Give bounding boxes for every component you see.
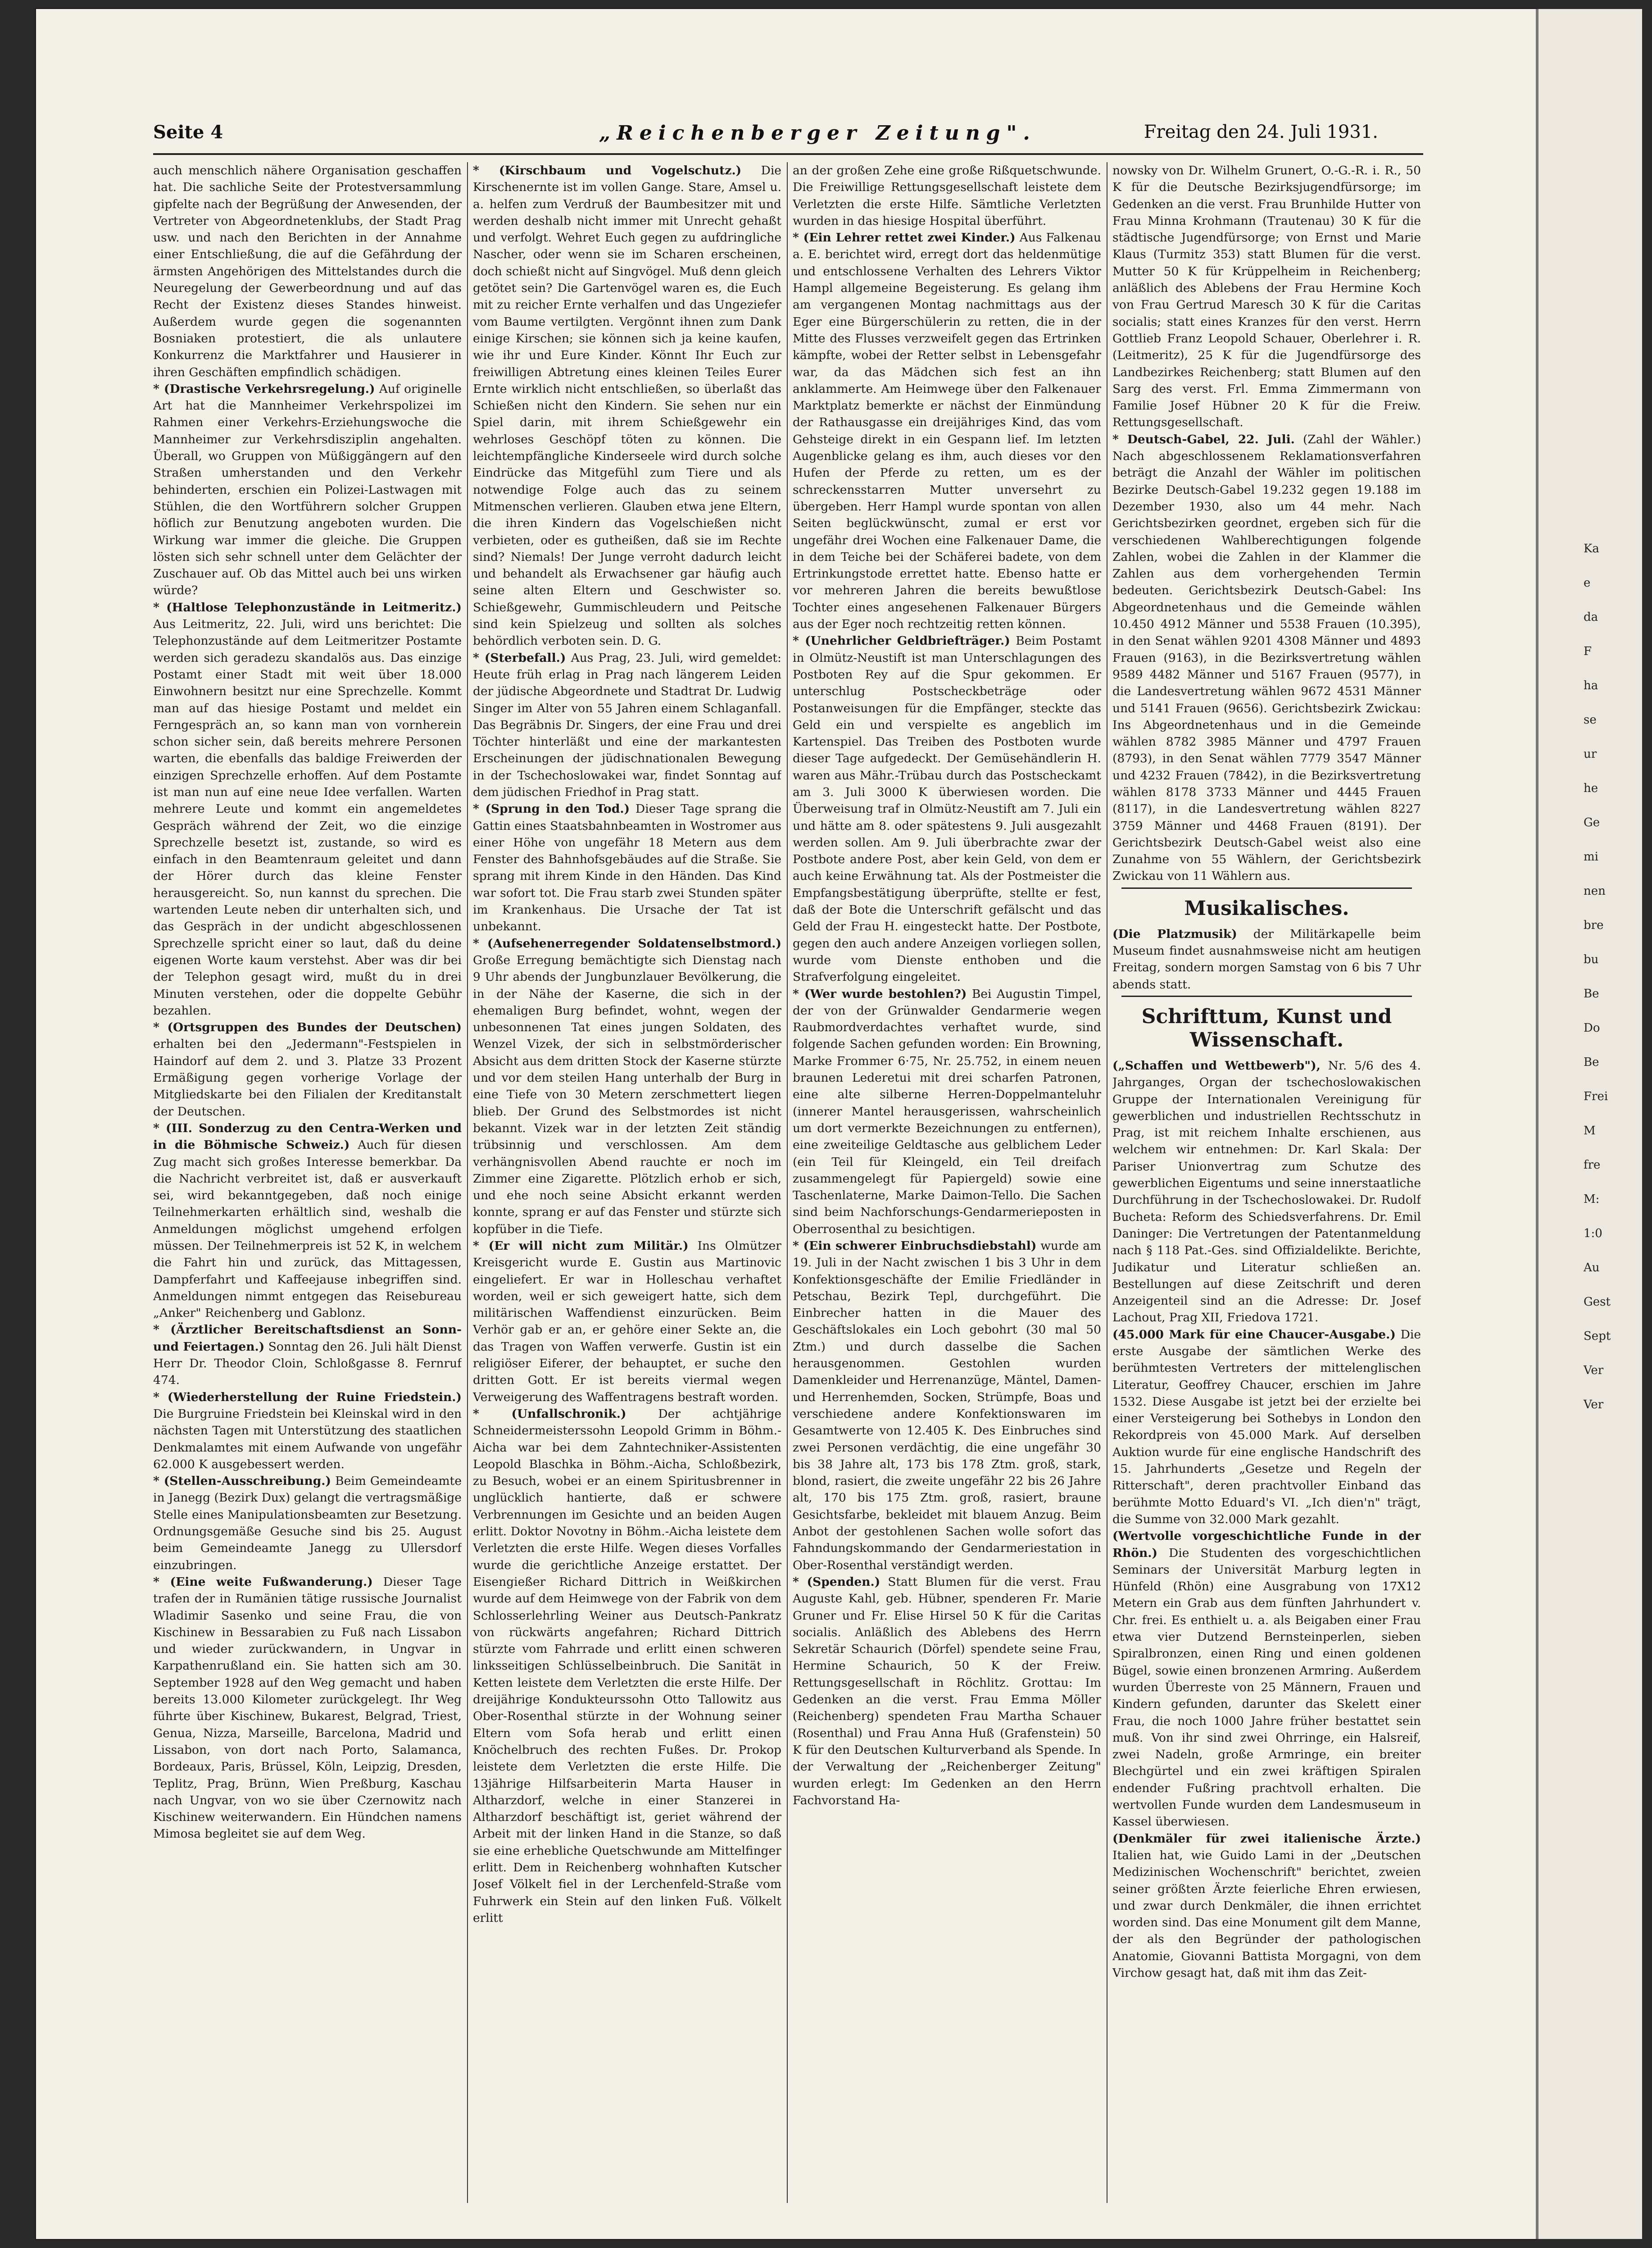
article-paragraph: [1112, 1830, 1421, 1982]
article-paragraph: [473, 935, 781, 1238]
article-paragraph: [153, 1120, 462, 1322]
article-lead: * (III. Sonderzug zu den Centra-Werken und in die Böhmische Schweiz.): [153, 1121, 462, 1152]
article-paragraph: [473, 801, 781, 935]
article-lead: * (Stellen-Ausschreibung.): [153, 1474, 331, 1488]
header-rule: [153, 153, 1423, 155]
article-paragraph: [153, 381, 462, 599]
article-lead: * (Sterbefall.): [473, 651, 566, 665]
edge-text-fragment: he: [1584, 782, 1598, 795]
article-text: Aus Falkenau a. E. berichtet wird, erregt dort das heldenmütige und entschlossene Verhalten des Lehrers Viktor Hampl allgemeine Begeisterung. Es gelang ihm am vergangenen Montag nachmittags aus der Eger eine Bürgerschülerin zu retten, die in der Mitte des Flusses verzweifelt gegen das Ertrinken kämpfte, wobei der Retter selbst in Lebensgefahr war, da das Mädchen sich fest an ihn anklammerte. Am Heimwege über den Falkenauer Marktplatz bemerkte er nächst der Einmündung der Rathausgasse ein dreijähriges Kind, das vom Gehsteige direkt in ein Gespann lief. Im letzten Augenblicke gelang es ihm, auch dieses vor den Hufen der Pferde zu retten, um es der schreckensstarren Mutter unversehrt zu übergeben. Herr Hampl wurde spontan von allen Seiten beglückwünscht, zumal er erst vor ungefähr drei Wochen eine Falkenauer Dame, die in dem Teiche bei der Schäferei badete, von dem Ertrinkungstode errettet hatte. Ebenso hatte er vor mehreren Jahren die bereits bewußtlose Tochter eines angesehenen Falkenauer Bürgers aus der Eger noch rechtzeitig retten können.: [793, 231, 1101, 632]
column-2: [473, 162, 781, 2203]
column-3: [793, 162, 1101, 2203]
article-paragraph: [1112, 431, 1421, 885]
article-lead: (Denkmäler für zwei italienische Ärzte.): [1112, 1831, 1421, 1846]
section-rule: [1121, 996, 1412, 997]
article-lead: * (Unehrlicher Geldbriefträger.): [793, 634, 1010, 648]
article-text: Die Burgruine Friedstein bei Kleinskal wird in den nächsten Tagen mit Unterstützung des staatlichen Denkmalamtes mit einem Aufwande von ungefähr 62.000 K ausgebessert werden.: [153, 1406, 462, 1471]
article-paragraph: [473, 1406, 781, 1926]
article-paragraph: [1112, 1326, 1421, 1528]
article-lead: (Wertvolle vorgeschichtliche Funde in der Rhön.): [1112, 1529, 1421, 1560]
edge-text-fragment: Be: [1584, 1056, 1599, 1069]
article-text: Große Erregung bemächtigte sich Dienstag nach 9 Uhr abends der Jungbunzlauer Bevölkerung, die in der Nähe der Kaserne, die sich in der ehemaligen Burg befindet, wohnt, wegen der unbesonnenen Tat eines jungen Soldaten, des Wenzel Vizek, der sich in selbstmörderischer Absicht aus dem dritten Stock der Kaserne stürzte und vor dem steilen Hang unterhalb der Burg in eine Tiefe von 30 Metern zerschmettert liegen blieb. Der Grund des Selbstmordes ist nicht bekannt. Vizek war in der letzten Zeit ständig trübsinnig und verschlossen. Am dem verhängnisvollen Abend rauchte er noch im Zimmer eine Zigarette. Plötzlich erhob er sich, und ehe noch seine Absicht erkannt werden konnte, sprang er auf das Fenster und stürzte sich kopfüber in die Tiefe.: [473, 953, 781, 1236]
edge-text-fragment: ha: [1584, 679, 1598, 692]
newspaper-page: [36, 9, 1536, 2239]
article-paragraph: [153, 1389, 462, 1473]
article-lead: * (Drastische Verkehrsregelung.): [153, 382, 375, 396]
article-lead: (Die Platzmusik): [1112, 927, 1237, 941]
article-paragraph: [793, 986, 1101, 1238]
article-text: Die Kirschenernte ist im vollen Gange. Stare, Amsel u. a. helfen zum Verdruß der Baumbesitzer mit und werden deshalb nicht immer mit Unrecht gehaßt und verfolgt. Wehret Euch gegen zu aufdringliche Nascher, oder wenn sie im Scharen erscheinen, doch schießt nicht auf Singvögel. Muß denn gleich getötet sein? Die Gartenvögel waren es, die Euch mit zu reicher Ernte verhalfen und das Ungeziefer vom Baume vertilgten. Vergönnt ihnen zum Dank einige Kirschen; sie können sich ja keine kaufen, wie ihr und Eure Kinder. Könnt Ihr Euch zur freiwilligen Abtretung eines kleinen Teiles Eurer Ernte wirklich nicht entschließen, so überlaßt das Schießen nicht den Kindern. Sie sehen nur ein Spiel darin, mit ihrem Schießgewehr ein wehrloses Geschöpf töten zu können. Die leichtempfängliche Kinderseele wird durch solche Eindrücke das Mitgefühl zum Tiere und als notwendige Folge auch das zu seinem Mitmenschen verlieren. Glauben etwa jene Eltern, die ihren Kindern das Vogelschießen nicht verbieten, oder es gutheißen, daß sie im Rechte sind? Niemals! Der Junge verroht dadurch leicht und behandelt als Erwachsener gar häufig auch seine alten Eltern und Geschwister so. Schießgewehr, Gummischleudern und Peitsche sind kein Spielzeug und sollten als solches behördlich verboten sein. D. G.: [473, 164, 781, 648]
article-text: Ins Olmützer Kreisgericht wurde E. Gustin aus Martinovic eingeliefert. Er war in Holleschau verhaftet worden, weil er sich geweigert hatte, sich dem militärischen Waffendienst einzurücken. Beim Verhör gab er an, er gehöre einer Sekte an, die das Tragen von Waffen verwerfe. Gustin ist ein religiöser Eiferer, der behauptet, er suche den dritten Gott. Er ist bereits viermal wegen Verweigerung des Waffentragens bestraft worden.: [473, 1239, 781, 1404]
article-text: Nr. 5/6 des 4. Jahrganges, Organ der tschechoslowakischen Gruppe der Internationalen Vereinigung für gewerblichen und industriellen Rechtsschutz in Prag, ist mit reichem Inhalte erschienen, aus welchem wir entnehmen: Dr. Karl Skala: Der Pariser Unionvertrag zum Schutze des gewerblichen Eigentums und seine innerstaatliche Durchführung in der Tschechoslowakei. Dr. Rudolf Bucheta: Reform des Schiedsverfahrens. Dr. Emil Daninger: Die Vertretungen der Patentanmeldung nach § 118 Pat.-Ges. sind Offizialdelikte. Berichte, Judikatur und Literatur schließen an. Bestellungen auf diese Zeitschrift und deren Anzeigenteil sind an die Adresse: Dr. Josef Lachout, Prag XII, Friedova 1721.: [1112, 1058, 1421, 1325]
edge-text-fragment: Gest: [1584, 1295, 1611, 1309]
edge-text-fragment: nen: [1584, 884, 1606, 898]
article-text: wurde am 19. Juli in der Nacht zwischen 1 bis 3 Uhr in dem Konfektionsgeschäfte der Emilie Friedländer in Petschau, Bezirk Tepl, durchgeführt. Die Einbrecher hatten in die Mauer des Geschäftslokales ein Loch gebohrt (30 mal 50 Ztm.) und durch dasselbe die Sachen herausgenommen. Gestohlen wurden Damenkleider und Herrenanzüge, Mäntel, Damen- und Herrenhemden, Socken, Strümpfe, Boas und verschiedene andere Konfektionswaren im Gesamtwerte von 12.405 K. Des Einbruches sind zwei Personen verdächtig, die eine ungefähr 30 bis 38 Jahre alt, 173 bis 178 Ztm. groß, stark, blond, rasiert, die zweite ungefähr 22 bis 26 Jahre alt, 170 bis 175 Ztm. groß, rasiert, braune Gesichtsfarbe, bekleidet mit blauem Anzug. Beim Anbot der gestohlenen Sachen wolle sofort das Fahndungskommando der Gendarmeriestation in Ober-Rosenthal verständigt werden.: [793, 1239, 1101, 1572]
article-text: Die Studenten des vorgeschichtlichen Seminars der Universität Marburg legten in Hünfeld (Rhön) eine Ausgrabung von 17X12 Metern ein Grab aus dem fünften Jahrhundert v. Chr. frei. Es enthielt u. a. als Beigaben einer Frau etwa vier Dutzend Bernsteinperlen, sieben Spiralbronzen, einen Ring und einen goldenen Bügel, sowie einen bronzenen Armring. Außerdem wurden Überreste von 25 Männern, Frauen und Kindern gefunden, darunter das Skelett einer Frau, die noch 1000 Jahre früher bestattet sein muß. Von ihr sind zwei Ohrringe, ein Halsreif, zwei Nadeln, große Armringe, ein breiter Blechgürtel und ein zwei kräftigen Spiralen endender Fußring prachtvoll erhalten. Die wertvollen Funde wurden dem Landesmuseum in Kassel überwiesen.: [1112, 1546, 1421, 1829]
issue-date: Freitag den 24. Juli 1931.: [1144, 122, 1378, 142]
edge-text-fragment: mi: [1584, 850, 1598, 864]
article-lead: (45.000 Mark für eine Chaucer-Ausgabe.): [1112, 1327, 1396, 1342]
article-paragraph: [153, 599, 462, 1019]
column-divider: [467, 162, 468, 2203]
edge-text-fragment: Ka: [1584, 542, 1599, 555]
article-paragraph: [793, 1238, 1101, 1574]
article-text: Statt Blumen für die verst. Frau Auguste Kahl, geb. Hübner, spenderen Fr. Marie Gruner und Fr. Elise Hirsel 50 K für die Caritas socialis. Anläßlich des Ablebens des Herrn Sekretär Schaurich (Dörfel) spendete seine Frau, Hermine Schaurich, 50 K der Freiw. Rettungsgesellschaft in Röchlitz. Grottau: Im Gedenken an die verst. Frau Emma Möller (Reichenberg) spendeten Frau Martha Schauer (Rosenthal) und Frau Anna Huß (Grafenstein) 50 K für den Deutschen Kulturverband als Spende. In der Verwaltung der „Reichenberger Zeitung" wurden erlegt: Im Gedenken an den Herrn Fachvorstand Ha-: [793, 1575, 1101, 1807]
article-text: Aus Prag, 23. Juli, wird gemeldet: Heute früh erlag in Prag nach längerem Leiden der jüdische Abgeordnete und Stadtrat Dr. Ludwig Singer im Alter von 55 Jahren einem Schlaganfall. Das Begräbnis Dr. Singers, der eine Frau und drei Töchter hinterläßt und eine der markantesten Erscheinungen der jüdischnationalen Bewegung in der Tschechoslowakei war, findet Sonntag auf dem jüdischen Friedhof in Prag statt.: [473, 651, 781, 799]
article-paragraph: [793, 633, 1101, 985]
article-lead: * (Ortsgruppen des Bundes der Deutschen): [153, 1020, 462, 1035]
edge-text-fragment: Au: [1584, 1261, 1600, 1274]
article-paragraph: [473, 162, 781, 650]
article-lead: * Deutsch-Gabel, 22. Juli.: [1112, 432, 1295, 446]
section-heading: Schrifttum, Kunst und Wissenschaft.: [1141, 1005, 1392, 1051]
section-heading: Musikalisches.: [1184, 896, 1349, 920]
edge-text-fragment: M:: [1584, 1192, 1600, 1206]
article-paragraph: [1112, 926, 1421, 993]
article-lead: * (Aufsehenerregender Soldatenselbstmord.): [473, 936, 781, 951]
edge-text-fragment: ur: [1584, 747, 1597, 761]
article-text: Dieser Tage sprang die Gattin eines Staatsbahnbeamten in Wostromer aus einer Höhe von ungefähr 18 Metern aus dem Fenster des Bahnhofsgebäudes auf die Straße. Sie sprang mit ihrem Kinde in den Händen. Das Kind war sofort tot. Die Frau starb zwei Stunden später im Krankenhaus. Die Ursache der Tat ist unbekannt.: [473, 802, 781, 934]
edge-text-fragment: bu: [1584, 953, 1599, 966]
column-4: [1112, 162, 1421, 2203]
article-text: nowsky von Dr. Wilhelm Grunert, O.-G.-R. i. R., 50 K für die Deutsche Bezirksjugendfürsorge; im Gedenken an die verst. Frau Brunhilde Hutter von Frau Minna Krohmann (Trautenau) 30 K für die städtische Jugendfürsorge; von Ernst und Marie Klaus (Turmitz 353) statt Blumen für die verst. Mutter 50 K für Krüppelheim in Reichenberg; anläßlich des Ablebens der Frau Hermine Koch von Frau Gertrud Maresch 30 K für die Caritas socialis; statt eines Kranzes für den verst. Herrn Gottlieb Franz Leopold Schauer, Oberlehrer i. R. (Leitmeritz), 25 K für die Jugendfürsorge des Landbezirkes Reichenberg; statt Blumen auf den Sarg des verst. Frl. Emma Zimmermann von Familie Josef Hübner 20 K für die Freiw. Rettungsgesellschaft.: [1112, 164, 1421, 430]
article-lead: * (Er will nicht zum Militär.): [473, 1239, 689, 1253]
article-paragraph: [153, 1321, 462, 1388]
article-lead: * (Ein Lehrer rettet zwei Kinder.): [793, 231, 1016, 245]
edge-text-fragment: e: [1584, 576, 1591, 590]
page-header: [36, 122, 1536, 158]
article-lead: * (Kirschbaum und Vogelschutz.): [473, 164, 742, 177]
article-paragraph: [793, 229, 1101, 633]
edge-text-fragment: Frei: [1584, 1090, 1608, 1103]
edge-text-fragment: da: [1584, 610, 1598, 624]
article-paragraph: [153, 162, 462, 381]
edge-text-fragment: Ver: [1584, 1364, 1604, 1377]
article-text: Sonntag den 26. Juli hält Dienst Herr Dr. Theodor Cloin, Schloßgasse 8. Fernruf 474.: [153, 1339, 462, 1388]
column-divider: [787, 162, 788, 2203]
article-lead: * (Ärztlicher Bereitschaftsdienst an Sonn- und Feiertagen.): [153, 1323, 462, 1354]
article-lead: * (Spenden.): [793, 1575, 880, 1589]
article-text: Der achtjährige Schneidermeisterssohn Leopold Grimm in Böhm.-Aicha war bei dem Zahntechniker-Assistenten Leopold Blaschka in Böhm.-Aicha, Schloßbezirk, zu Besuch, wobei er an einem Spiritusbrenner in unglücklich hantierte, daß er schwere Verbrennungen im Gesichte und an beiden Augen erlitt. Doktor Novotny in Böhm.-Aicha leistete dem Verletzten die erste Hilfe. Wegen dieses Vorfalles wurde die gerichtliche Anzeige erstattet. Der Eisengießer Richard Dittrich in Weißkirchen wurde auf dem Heimwege von der Fabrik von dem Schlosserlehrling Weiner aus Deutsch-Pankratz von rückwärts angefahren; Richard Dittrich stürzte vom Fahrrade und erlitt einen schweren linksseitigen Schlüsselbeinbruch. Die Sanität in Ketten leistete dem Verletzten die erste Hilfe. Der dreijährige Kondukteurssohn Otto Tallowitz aus Ober-Rosenthal stürzte in der Wohnung seiner Eltern vom Sofa herab und erlitt einen Knöchelbruch des rechten Fußes. Dr. Prokop leistete dem Verletzten die erste Hilfe. Die 13jährige Hilfsarbeiterin Marta Hauser in Altharzdorf, welche in einer Stanzerei in Altharzdorf beschäftigt ist, geriet während der Arbeit mit der linken Hand in die Stanze, so daß sie eine erhebliche Quetschwunde am Mittelfinger erlitt. Dem in Reichenberg wohnhaften Kutscher Josef Völkelt fiel in der Lerchenfeld-Straße vom Fuhrwerk ein Stein auf den linken Fuß. Völkelt erlitt: [473, 1406, 781, 1925]
article-lead: („Schaffen und Wettbewerb"),: [1112, 1058, 1321, 1073]
article-paragraph: [473, 1238, 781, 1406]
page-number: Seite 4: [153, 122, 223, 143]
edge-text-fragment: se: [1584, 713, 1597, 727]
article-paragraph: [793, 162, 1101, 229]
article-paragraph: [153, 1473, 462, 1574]
article-lead: * (Ein schwerer Einbruchsdiebstahl): [793, 1239, 1037, 1253]
article-paragraph: [793, 1574, 1101, 1809]
article-text: an der großen Zehe eine große Rißquetschwunde. Die Freiwillige Rettungsgesellschaft leistete dem Verletzten die erste Hilfe. Sämtliche Verletzten wurden in das hiesige Hospital überführt.: [793, 164, 1101, 228]
article-lead: * (Unfallschronik.): [473, 1406, 626, 1421]
adjacent-page-edge: [1536, 9, 1642, 2239]
article-text: Beim Gemeindeamte in Janegg (Bezirk Dux) gelangt die vertragsmäßige Stelle eines Manipulationsbeamten zur Besetzung. Ordnungsgemäße Gesuche sind bis 25. August beim Gemeindeamte Janegg zu Ullersdorf einzubringen.: [153, 1474, 462, 1572]
edge-text-fragment: bre: [1584, 919, 1604, 932]
article-text: Aus Leitmeritz, 22. Juli, wird uns berichtet: Die Telephonzustände auf dem Leitmeritzer Postamte werden sich geradezu skandalös aus. Das einzige Postamt einer Stadt mit weit über 18.000 Einwohnern besitzt nur eine Sprechzelle. Kommt man auf das hiesige Postamt und meldet ein Ferngespräch an, so kann man von vornherein schon sicher sein, daß bereits mehrere Personen warten, die ebenfalls das baldige Freiwerden der einzigen Sprechzelle erhoffen. Auf dem Postamte ist man nun auf eine neue Idee verfallen. Warten mehrere Leute und kommt ein angemeldetes Gespräch während der Zeit, wo die einzige Sprechzelle besetzt ist, zustande, so wird es einfach in den Beamtenraum geleitet und dann der Hörer durch das kleine Fenster herausgereicht. So, nun kannst du sprechen. Die wartenden Leute neben dir unterhalten sich, und das Gespräch in der undicht abgeschlossenen Sprechzelle spricht einer so laut, daß du deine eigenen Worte kaum verstehst. Aber was dir bei der Telephon gesagt wird, mußt du in drei Minuten verstehen, oder die doppelte Gebühr bezahlen.: [153, 617, 462, 1018]
article-text: erhalten bei den „Jedermann"-Festspielen in Haindorf auf dem 2. und 3. Platze 33 Prozent Ermäßigung gegen vorherige Vorlage der Mitgliedskarte bei den Filialen der Kreditanstalt der Deutschen.: [153, 1037, 462, 1119]
edge-text-fragment: Be: [1584, 987, 1599, 1001]
edge-text-fragment: F: [1584, 645, 1592, 658]
article-paragraph: [153, 1574, 462, 1843]
article-paragraph: [473, 650, 781, 801]
article-paragraph: [1112, 162, 1421, 431]
article-text: Beim Postamt in Olmütz-Neustift ist man Unterschlagungen des Postboten Rey auf die Spur gekommen. Er unterschlug Postscheckbeträge oder Postanweisungen für die Empfänger, steckte das Geld ein und verspielte es angeblich im Kartenspiel. Das Treiben des Postboten wurde dieser Tage aufgedeckt. Der Gemüsehändlerin H. waren aus Mähr.-Trübau durch das Postscheckamt am 3. Juli 3000 K überwiesen worden. Die Überweisung traf in Olmütz-Neustift am 7. Juli ein und hätte am 8. oder spätestens 9. Juli ausgezahlt werden sollen. Am 9. Juli überbrachte zwar der Postbote andere Post, aber kein Geld, von dem er auch keine Erwähnung tat. Als der Postmeister die Empfangsbestätigung überprüfte, stellte er fest, daß der Bote die Unterschrift gefälscht und das Geld der Frau H. eingesteckt hatte. Der Postbote, gegen den auch andere Anzeigen vorliegen sollen, wurde vom Dienste enthoben und die Strafverfolgung eingeleitet.: [793, 634, 1101, 984]
edge-text-fragment: fre: [1584, 1158, 1601, 1172]
article-text: Die erste Ausgabe der sämtlichen Werke des berühmtesten Vertreters der mittelenglischen Literatur, Geoffrey Chaucer, erschien im Jahre 1532. Diese Ausgabe ist jetzt bei der erzielte bei einer Versteigerung bei Sothebys in London den Rekordpreis von 45.000 Mark. Auf derselben Auktion wurde für eine englische Handschrift des 15. Jahrhunderts „Gesetze und Regeln der Ritterschaft", deren prachtvoller Einband das berühmte Motto Eduard's VI. „Ich dien'n" trägt, die Summe von 32.000 Mark gezahlt.: [1112, 1327, 1421, 1526]
column-1: [153, 162, 462, 2203]
edge-text-fragment: M: [1584, 1124, 1596, 1138]
edge-text-fragment: Sept: [1584, 1329, 1611, 1343]
article-lead: * (Eine weite Fußwanderung.): [153, 1575, 373, 1589]
masthead: „Reichenberger Zeitung".: [599, 122, 1036, 145]
edge-text-fragment: Do: [1584, 1021, 1600, 1035]
edge-text-fragment: 1:0: [1584, 1227, 1602, 1240]
article-lead: * (Sprung in den Tod.): [473, 802, 630, 816]
article-text: der Militärkapelle beim Museum findet ausnahmsweise nicht am heutigen Freitag, sondern morgen Samstag von 6 bis 7 Uhr abends statt.: [1112, 927, 1421, 992]
edge-text-fragment: Ge: [1584, 816, 1600, 829]
article-lead: * (Wiederherstellung der Ruine Friedstein.): [153, 1390, 462, 1404]
article-paragraph: [153, 1019, 462, 1120]
article-text: Auch für diesen Zug macht sich großes Interesse bemerkbar. Da die Nachricht verbreitet ist, daß er ausverkauft sei, wird bekanntgegeben, daß noch einige Teilnehmerkarten erhältlich sind, weshalb die Anmeldungen möglichst umgehend erfolgen müssen. Der Teilnehmerpreis ist 52 K, in welchem die Fahrt hin und zurück, das Mittagessen, Dampferfahrt und Kaffeejause inbegriffen sind. Anmeldungen nimmt entgegen das Reisebureau „Anker" Reichenberg und Gablonz.: [153, 1138, 462, 1320]
article-paragraph: [1112, 1057, 1421, 1326]
article-text: (Zahl der Wähler.) Nach abgeschlossenem Reklamationsverfahren beträgt die Anzahl der Wähler im politischen Bezirke Deutsch-Gabel 19.232 gegen 19.188 im Dezember 1930, also um 44 mehr. Nach Gerichtsbezirken geordnet, ergeben sich für die verschiedenen Wahlberechtigungen folgende Zahlen, wobei die Zahlen in der Klammer die Zahlen aus dem vorhergehenden Termin bedeuten. Gerichtsbezirk Deutsch-Gabel: Ins Abgeordnetenhaus und die Gemeinde wählen 10.450 4912 Männer und 5538 Frauen (10.395), in den Senat wählen 9201 4308 Männer und 4893 Frauen (9163), in die Bezirksvertretung wählen 9589 4482 Männer und 5167 Frauen (9577), in die Landesvertretung wählen 9672 4531 Männer und 5141 Frauen (9656). Gerichtsbezirk Zwickau: Ins Abgeordnetenhaus und in die Gemeinde wählen 8782 3985 Männer und 4797 Frauen (8793), in den Senat wählen 7779 3547 Männer und 4232 Frauen (7842), in die Bezirksvertretung wählen 8178 3733 Männer und 4445 Frauen (8117), in die Landesvertretung wählen 8227 3759 Männer und 4468 Frauen (8191). Der Gerichtsbezirk Deutsch-Gabel weist also eine Zunahme von 55 Wählern, der Gerichtsbezirk Zwickau von 11 Wählern aus.: [1112, 432, 1421, 883]
article-text: auch menschlich nähere Organisation geschaffen hat. Die sachliche Seite der Protestversammlung gipfelte nach der Begrüßung der Anwesenden, der Vertreter von Abgeordnetenklubs, der Stadt Prag usw. und nach den Berichten in der Annahme einer Entschließung, die auf die Gefährdung der ärmsten Angehörigen des Mittelstandes durch die Neuregelung der Gewerbeordnung und auf das Recht der Existenz dieses Standes hinweist. Außerdem wurde gegen die sogenannten Bosniaken protestiert, die als unlautere Konkurrenz die Marktfahrer und Hausierer in ihren Geschäften empfindlich schädigen.: [153, 164, 462, 379]
article-lead: * (Haltlose Telephonzustände in Leitmeritz.): [153, 600, 462, 614]
section-rule: [1121, 887, 1412, 889]
article-paragraph: [1112, 1528, 1421, 1830]
article-text: Bei Augustin Timpel, der von der Grünwalder Gendarmerie wegen Raubmordverdachtes verhaftet wurde, sind folgende Sachen gefunden worden: Ein Browning, Marke Frommer 6·75, Nr. 25.752, in einem neuen braunen Lederetui mit drei scharfen Patronen, eine alte silberne Herren-Doppelmanteluhr (innerer Mantel herausgerissen, wahrscheinlich um dort vermerkte Bezeichnungen zu entfernen), eine zweiteilige Geldtasche aus gelblichem Leder (ein Teil für Kleingeld, ein Teil dreifach zusammengelegt für Papiergeld) sowie eine Taschenlaterne, Marke Daimon-Tello. Die Sachen sind beim Nachforschungs-Gendarmerieposten in Oberrosenthal zu besichtigen.: [793, 987, 1101, 1236]
article-text: Italien hat, wie Guido Lami in der „Deutschen Medizinischen Wochenschrift" berichtet, zweien seiner größten Ärzte feierliche Ehren erwiesen, und zwar durch Denkmäler, die ihnen errichtet worden sind. Das eine Monument gilt dem Manne, der als den Begründer der pathologischen Anatomie, Giovanni Battista Morgagni, von dem Virchow gesagt hat, daß mit ihm das Zeit-: [1112, 1848, 1421, 1980]
edge-text-fragment: Ver: [1584, 1398, 1604, 1411]
article-text: Dieser Tage trafen der in Rumänien tätige russische Journalist Wladimir Sasenko und seine Frau, die von Kischinew in Bessarabien zu Fuß nach Lissabon und wieder zurückwandern, in Ungvar in Karpathenrußland ein. Sie hatten sich am 30. September 1928 auf den Weg gemacht und haben bereits 13.000 Kilometer zurückgelegt. Ihr Weg führte über Kischinew, Bukarest, Belgrad, Triest, Genua, Nizza, Marseille, Barcelona, Madrid und Lissabon, von dort nach Porto, Salamanca, Bordeaux, Paris, Brüssel, Köln, Leipzig, Dresden, Teplitz, Prag, Brünn, Wien Preßburg, Kaschau nach Ungvar, von wo sie über Czernowitz nach Kischinew weiterwandern. Ein Hündchen namens Mimosa begleitet sie auf dem Weg.: [153, 1575, 462, 1841]
article-text: Auf originelle Art hat die Mannheimer Verkehrspolizei im Rahmen einer Verkehrs-Erziehungswoche die Mannheimer zur Verkehrsdisziplin angehalten. Überall, wo Gruppen von Müßiggängern auf den Straßen umherstanden und den Verkehr behinderten, erschien ein Polizei-Lastwagen mit Stühlen, die den Wortführern solcher Gruppen höflich zur Benutzung angeboten wurden. Die Wirkung war immer die gleiche. Die Gruppen lösten sich sehr schnell unter dem Gelächter der Zuschauer auf. Ob das Mittel auch bei uns wirken würde?: [153, 382, 462, 598]
article-lead: * (Wer wurde bestohlen?): [793, 987, 967, 1001]
